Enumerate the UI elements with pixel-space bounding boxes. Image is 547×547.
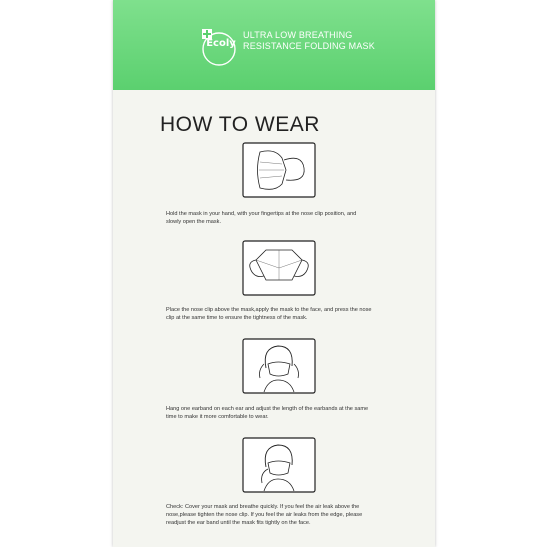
step-2-text: Place the nose clip above the mask,apply the mask to the face, and press the nose clip at the same time to ensure the tightness of the mask. <box>166 307 372 321</box>
page-title: HOW TO WEAR <box>160 113 320 136</box>
step-4-text: Check: Cover your mask and breathe quickly. If you feel the air leak above the nose,please tighten the nose clip. If you feel the air leaks from the edge, please readjust the ear band until the mask fits tightly on the face. <box>166 504 363 526</box>
person-checking-fit-icon <box>242 437 316 493</box>
step-3-text: Hang one earband on each ear and adjust the length of the earbands at the same time to make it more comfortable to wear. <box>166 406 369 420</box>
brand-header <box>113 0 435 90</box>
step-1-text: Hold the mask in your hand, with your fingertips at the nose clip position, and slowly open the mask. <box>166 211 357 225</box>
tagline-line1: ULTRA LOW BREATHING <box>243 30 353 40</box>
folded-mask-icon <box>242 142 316 198</box>
open-mask-icon <box>242 240 316 296</box>
tagline-line2: RESISTANCE FOLDING MASK <box>243 41 375 51</box>
packaging-box <box>113 0 435 547</box>
person-adjusting-earbands-icon <box>242 338 316 394</box>
brand-tagline <box>243 30 375 52</box>
brand-name: Ecoly <box>206 38 236 49</box>
